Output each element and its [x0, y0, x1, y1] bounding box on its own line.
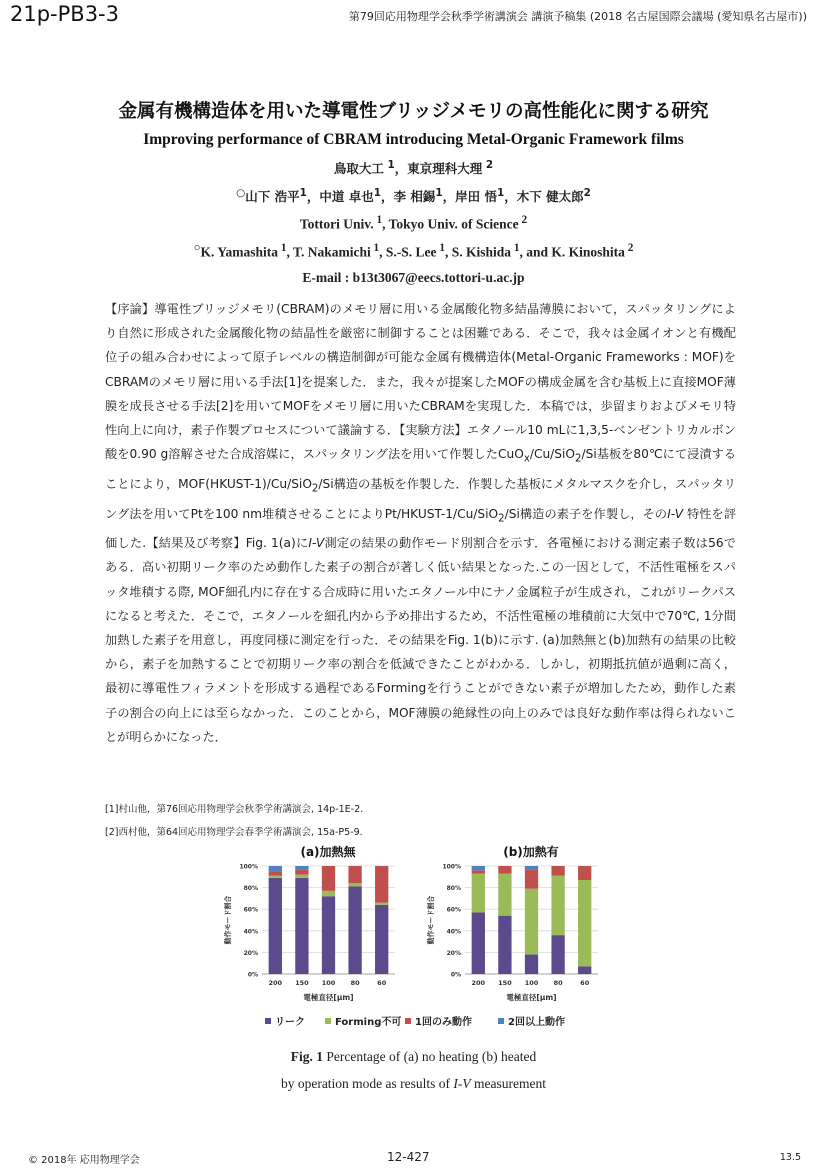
footer-section-number: 13.5	[779, 1152, 801, 1163]
bar-b-200-series-2	[472, 870, 485, 873]
footer-copyright: © 2018年 応用物理学会	[28, 1155, 140, 1166]
paper-title-jp: 金属有機構造体を用いた導電性ブリッジメモリの高性能化に関する研究	[118, 101, 709, 122]
y-tick-label: 20%	[446, 949, 461, 957]
bar-b-200-series-1	[472, 874, 485, 913]
bar-b-100-series-3	[525, 866, 538, 869]
x-axis-label-b: 電極直径[μm]	[506, 993, 557, 1002]
abstract-body: 【序論】導電性ブリッジメモリ(CBRAM)のメモリ層に用いる金属酸化物多結晶薄膜において，スパッタリングにより自然に形成された金属酸化物の結晶性を厳密に制御することは困難である．そこで，我々は金属イオンと有機配位子の組み合わせによって原子レベルの構造制御が可能な金属有機構造体(Metal-Organic Frameworks : MOF)をCBRAMのメモリ層に用いる手法[1]を提案した．また，我々が提案したMOFの構成金属を含む基板上に直接MOF薄膜を成長させる手法[2]を用いてMOFをメモリ層に用いたCBRAMを実現した．本稿では，歩留まりおよびメモリ特性向上に向け，素子作製プロセスについて議論する．【実験方法】エタノール10 mLに1,3,5-ベンゼントリカルボン酸を0.90 g溶解させた合成溶媒に，スパッタリング法を用いて作製したCuO$_x$/Cu/SiO$_2$/Si基板を80℃にて浸漬することにより，MOF(HKUST-1)/Cu/SiO$_2$/Si構造の基板を作製した．作製した基板にメタルマスクを介し，スパッタリング法を用いてPtを100 nm堆積させることによりPt/HKUST-1/Cu/SiO$_2$/Si構造の素子を作製し，そのI-V 特性を評価した.【結果及び考察】Fig. 1(a)にI-V測定の結果の動作モード別割合を示す．各電極における測定素子数は56である．高い初期リーク率のため動作した素子の割合が著しく低い結果となった.この一因として，不活性電極をスパッタ堆積する際, MOF細孔内に存在する合成時に用いたエタノール中にナノ金属粒子が生成され，これがリークパスになると考えた．そこで，エタノールを細孔内から予め排出するため，不活性電極の堆積前に大気中で70℃, 1分間加熱した素子を用意し，再度同様に測定を行った．その結果をFig. 1(b)に示す. (a)加熱無と(b)加熱有の結果の比較から，素子を加熱することで初期リーク率の割合を低減できたことがわかる．しかし，初期抵抗値が過剰に高く，最初に導電性フィラメントを形成する過程であるFormingを行うことができない素子が増加したため，動作した素子の割合の向上には至らなかった．このことから，MOF薄膜の絶縁性の向上のみでは良好な動作率は得られないことが明らかになった．	[105, 302, 737, 744]
y-tick-label: 60%	[243, 906, 258, 914]
bar-b-60-series-1	[578, 880, 591, 966]
bar-b-60-series-0	[578, 966, 591, 974]
x-tick-label: 100	[321, 979, 336, 987]
bar-a-100-series-2	[322, 866, 335, 891]
x-tick-label: 150	[498, 979, 512, 987]
x-tick-label: 60	[580, 979, 590, 987]
conference-header: 第79回応用物理学会秋季学術講演会 講演予稿集 (2018 名古屋国際会議場 (愛知県名古屋市))	[348, 10, 807, 23]
bar-a-80-series-1	[348, 883, 361, 886]
figure-caption-line2: by operation mode as results of I-V measurement	[280, 1076, 547, 1091]
x-tick-label: 80	[553, 979, 563, 987]
author-jp: 中道 卓也	[319, 189, 374, 205]
affiliation-jp-2: 東京理科大理	[407, 161, 483, 177]
y-tick-label: 80%	[446, 885, 461, 893]
legend-label-2: 1回のみ動作	[415, 1017, 472, 1028]
author-jp: 木下 健太郎	[516, 189, 584, 205]
affiliation-en: Tottori Univ. $^1$, Tokyo Univ. of Science $^2$	[299, 214, 528, 232]
bar-b-80-series-1	[551, 876, 564, 935]
author-jp: 山下 浩平	[245, 189, 300, 205]
x-tick-label: 150	[295, 979, 309, 987]
reference-2: [2]西村他，第64回応用物理学会春季学術講演会, 15a-P5-9.	[105, 827, 363, 838]
y-axis-label-b: 動作モード割合	[427, 895, 435, 945]
author-en: K. Yamashita	[200, 244, 278, 260]
y-tick-label: 60%	[446, 906, 461, 914]
x-axis-label-a: 電極直径[μm]	[303, 993, 354, 1002]
y-tick-label: 40%	[446, 928, 461, 936]
authors-jp: ○山下 浩平$^1$，中道 卓也$^1$，李 相錫$^1$，岸田 悟$^1$，木下 健太郎$^2$	[236, 187, 591, 205]
bar-a-150-series-3	[295, 866, 308, 869]
paper-title-en: Improving performance of CBRAM introducing Metal-Organic Framework films	[143, 131, 684, 148]
session-id: 21p-PB3-3	[10, 2, 119, 26]
bar-a-80-series-2	[348, 866, 361, 883]
legend-label-3: 2回以上動作	[508, 1017, 565, 1028]
authors-en: ○K. Yamashita $^1$, T. Nakamichi $^1$, S.-S. Lee $^1$, S. Kishida $^1$, and K. Kinoshita $^2$	[193, 242, 634, 260]
y-axis-label-a: 動作モード割合	[224, 895, 232, 945]
bar-a-60-series-1	[375, 903, 388, 905]
bar-a-100-series-0	[322, 896, 335, 974]
bar-a-200-series-3	[269, 866, 282, 871]
bar-b-100-series-1	[525, 889, 538, 955]
affiliation-en-1: Tottori Univ.	[299, 216, 374, 232]
bar-b-100-series-0	[525, 955, 538, 974]
y-tick-label: 0%	[450, 971, 461, 979]
x-tick-label: 80	[350, 979, 360, 987]
legend-swatch-1	[325, 1018, 331, 1024]
author-en: S.-S. Lee	[385, 244, 437, 260]
y-tick-label: 0%	[247, 971, 258, 979]
x-tick-label: 100	[524, 979, 539, 987]
affiliation-jp-1: 鳥取大工	[333, 161, 384, 177]
bar-b-60-series-2	[578, 866, 591, 880]
y-tick-label: 20%	[243, 949, 258, 957]
bar-a-150-series-2	[295, 869, 308, 874]
bar-b-150-series-1	[498, 874, 511, 916]
legend-label-0: リーク	[275, 1017, 305, 1028]
x-tick-label: 200	[268, 979, 283, 987]
author-en: K. Kinoshita	[551, 244, 625, 260]
bar-a-200-series-2	[269, 871, 282, 875]
bar-b-200-series-3	[472, 866, 485, 870]
bar-a-100-series-1	[322, 891, 335, 896]
affiliation-en-2: Tokyo Univ. of Science	[388, 216, 519, 232]
bar-a-60-series-2	[375, 866, 388, 903]
chart-title-b: (b)加熱有	[503, 845, 559, 859]
y-tick-label: 100%	[442, 863, 461, 871]
bar-a-150-series-1	[295, 875, 308, 878]
x-tick-label: 200	[471, 979, 486, 987]
legend-swatch-2	[405, 1018, 411, 1024]
bar-a-60-series-0	[375, 905, 388, 974]
footer-page-number: 12-427	[387, 1150, 430, 1164]
y-tick-label: 80%	[243, 885, 258, 893]
x-tick-label: 60	[377, 979, 387, 987]
legend-swatch-0	[265, 1018, 271, 1024]
y-tick-label: 40%	[243, 928, 258, 936]
legend-swatch-3	[498, 1018, 504, 1024]
bar-a-150-series-0	[295, 878, 308, 974]
bar-b-80-series-2	[551, 866, 564, 876]
email: E-mail : b13t3067@eecs.tottori-u.ac.jp	[302, 270, 525, 285]
figure-1-charts	[215, 840, 615, 1035]
chart-title-a: (a)加熱無	[300, 845, 356, 859]
bar-a-200-series-0	[269, 878, 282, 974]
bar-a-80-series-0	[348, 887, 361, 974]
figure-caption-line1: Fig. 1 Percentage of (a) no heating (b) heated	[290, 1049, 537, 1064]
author-jp: 岸田 悟	[455, 189, 497, 205]
bar-b-200-series-0	[472, 912, 485, 974]
legend-label-1: Forming不可	[335, 1017, 402, 1028]
author-jp: 李 相錫	[393, 189, 436, 205]
bar-b-150-series-2	[498, 866, 511, 874]
reference-1: [1]村山他，第76回応用物理学会秋季学術講演会, 14p-1E-2.	[105, 804, 364, 815]
bar-a-200-series-1	[269, 876, 282, 878]
bar-b-100-series-2	[525, 869, 538, 888]
y-tick-label: 100%	[239, 863, 258, 871]
author-en: T. Nakamichi	[292, 244, 371, 260]
bar-b-150-series-0	[498, 916, 511, 974]
bar-b-80-series-0	[551, 935, 564, 974]
author-en: S. Kishida	[451, 244, 511, 260]
affiliation-jp: 鳥取大工 $^1$，東京理科大理 $^2$	[333, 159, 494, 177]
